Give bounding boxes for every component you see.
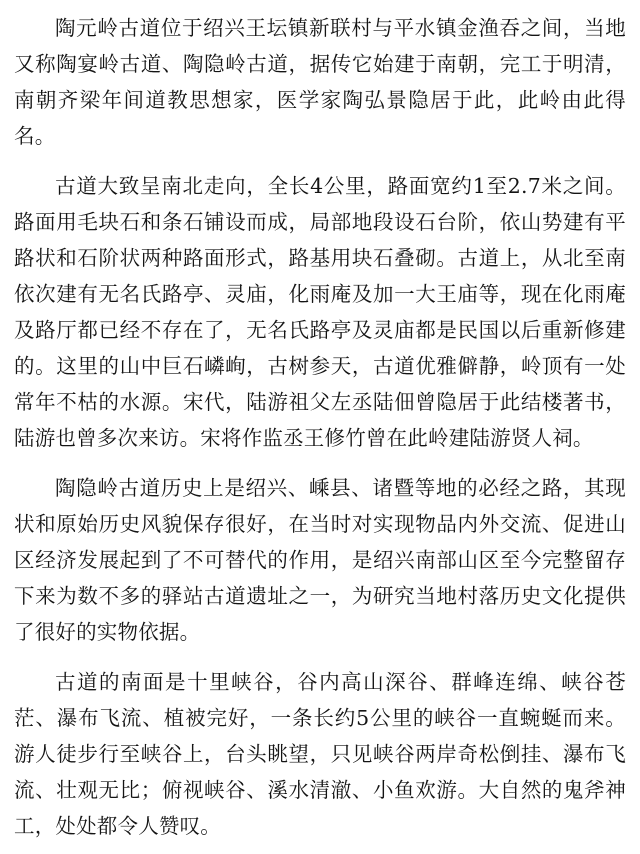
paragraph-1: 陶元岭古道位于绍兴王坛镇新联村与平水镇金渔吞之间，当地又称陶宴岭古道、陶隐岭古道，据传它始建于南朝，完工于明清，南朝齐梁年间道教思想家，医学家陶弘景隐居于此，此岭由此得名。 xyxy=(14,16,626,148)
paragraph-4: 古道的南面是十里峡谷，谷内高山深谷、群峰连绵、峡谷苍茫、瀑布飞流、植被完好，一条长约5公里的峡谷一直蜿蜒而来。游人徒步行至峡谷上，台头眺望，只见峡谷两岸奇松倒挂、瀑布飞流、壮观无比；俯视峡谷、溪水清澈、小鱼欢游。大自然的鬼斧神工，处处都令人赞叹。 xyxy=(14,670,626,838)
paragraph-2: 古道大致呈南北走向，全长4公里，路面宽约1至2.7米之间。路面用毛块石和条石铺设而成，局部地段设石台阶，依山势建有平路状和石阶状两种路面形式，路基用块石叠砌。古道上，从北至南依次建有无名氏路亭、灵庙，化雨庵及加一大王庙等，现在化雨庵及路厅都已经不存在了，无名氏路亭及灵庙都是民国以后重新修建的。这里的山中巨石嶙峋，古树参天，古道优雅僻静，岭顶有一处常年不枯的水源。宋代，陆游祖父左丞陆佃曾隐居于此结楼著书，陆游也曾多次来访。宋将作监丞王修竹曾在此岭建陆游贤人祠。 xyxy=(14,174,626,450)
paragraph-3: 陶隐岭古道历史上是绍兴、嵊县、诸暨等地的必经之路，其现状和原始历史风貌保存很好，在当时对实现物品内外交流、促进山区经济发展起到了不可替代的作用，是绍兴南部山区至今完整留存下来为数不多的驿站古道遗址之一，为研究当地村落历史文化提供了很好的实物依据。 xyxy=(14,476,626,644)
